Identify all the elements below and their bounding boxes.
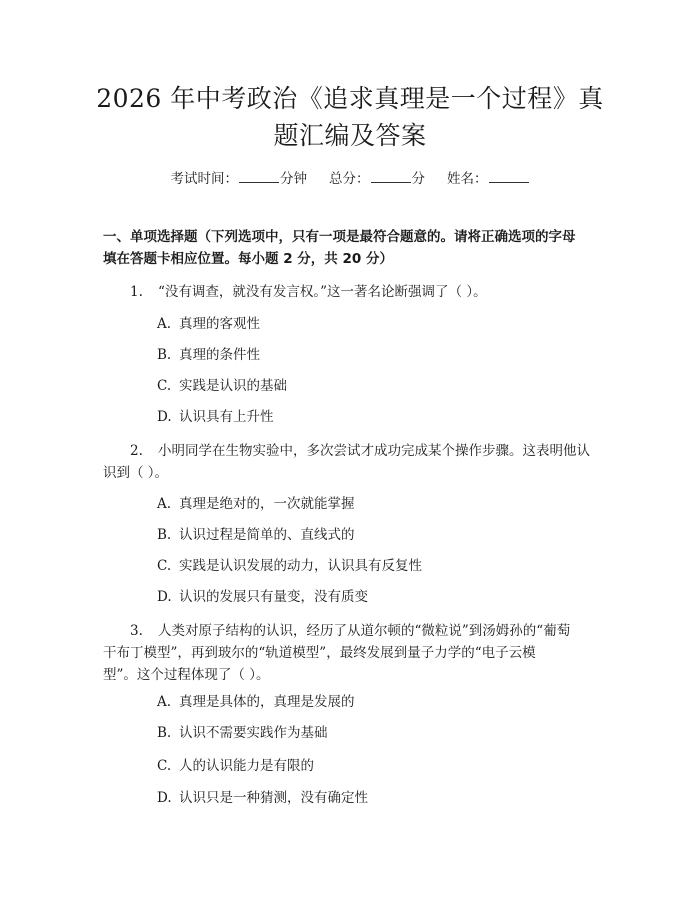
- option-1b: B. 真理的条件性: [157, 347, 260, 363]
- option-2a: A. 真理是绝对的，一次就能掌握: [157, 496, 355, 512]
- question-stem-line-1: 人类对原子结构的认识，经历了从道尔顿的“微粒说”到汤姆孙的“葡萄: [158, 623, 571, 639]
- option-1a: A. 真理的客观性: [157, 316, 260, 332]
- section-heading-line-1: 一、单项选择题（下列选项中，只有一项是最符合题意的。请将正确选项的字母: [103, 229, 576, 245]
- question-stem: “没有调查，就没有发言权。”这一著名论断强调了（ ）。: [158, 284, 487, 300]
- title-line-2: 题汇编及答案: [273, 121, 427, 150]
- section-heading: [103, 226, 603, 270]
- option-2c: C. 实践是认识发展的动力，认识具有反复性: [157, 558, 422, 574]
- score-unit: 分: [411, 171, 425, 187]
- question-stem-line-1: 小明同学在生物实验中，多次尝试才成功完成某个操作步骤。这表明他认: [158, 443, 590, 459]
- question-stem-line-2: 识到（ ）。: [103, 465, 169, 481]
- page-title: [80, 80, 620, 154]
- question-number: 1.: [130, 284, 143, 300]
- title-line-1: 2026 年中考政治《追求真理是一个过程》真: [96, 84, 604, 113]
- option-3d: D. 认识只是一种猜测，没有确定性: [157, 790, 368, 806]
- question-3: [103, 620, 600, 686]
- time-blank: [239, 168, 279, 183]
- score-label: 总分：: [329, 171, 370, 187]
- question-2: [103, 440, 600, 484]
- option-2d: D. 认识的发展只有量变，没有质变: [157, 589, 368, 605]
- question-stem-line-2: 干布丁模型”，再到玻尔的“轨道模型”，最终发展到量子力学的“电子云模: [103, 645, 536, 661]
- score-blank: [371, 168, 411, 183]
- question-number: 3.: [130, 623, 143, 639]
- time-label: 考试时间：: [170, 171, 238, 187]
- exam-meta: [0, 168, 700, 189]
- option-3c: C. 人的认识能力是有限的: [157, 758, 314, 774]
- option-3b: B. 认识不需要实践作为基础: [157, 725, 328, 741]
- time-unit: 分钟: [280, 171, 307, 187]
- question-1: [103, 281, 600, 303]
- question-stem-line-3: 型”。这个过程体现了（ ）。: [103, 667, 270, 683]
- section-heading-line-2: 填在答题卡相应位置。每小题 2 分，共 20 分）: [103, 251, 393, 267]
- option-1d: D. 认识具有上升性: [157, 409, 274, 425]
- name-blank: [489, 168, 529, 183]
- name-label: 姓名：: [447, 171, 488, 187]
- option-1c: C. 实践是认识的基础: [157, 378, 287, 394]
- option-3a: A. 真理是具体的，真理是发展的: [157, 694, 355, 710]
- option-2b: B. 认识过程是简单的、直线式的: [157, 527, 355, 543]
- question-number: 2.: [130, 443, 143, 459]
